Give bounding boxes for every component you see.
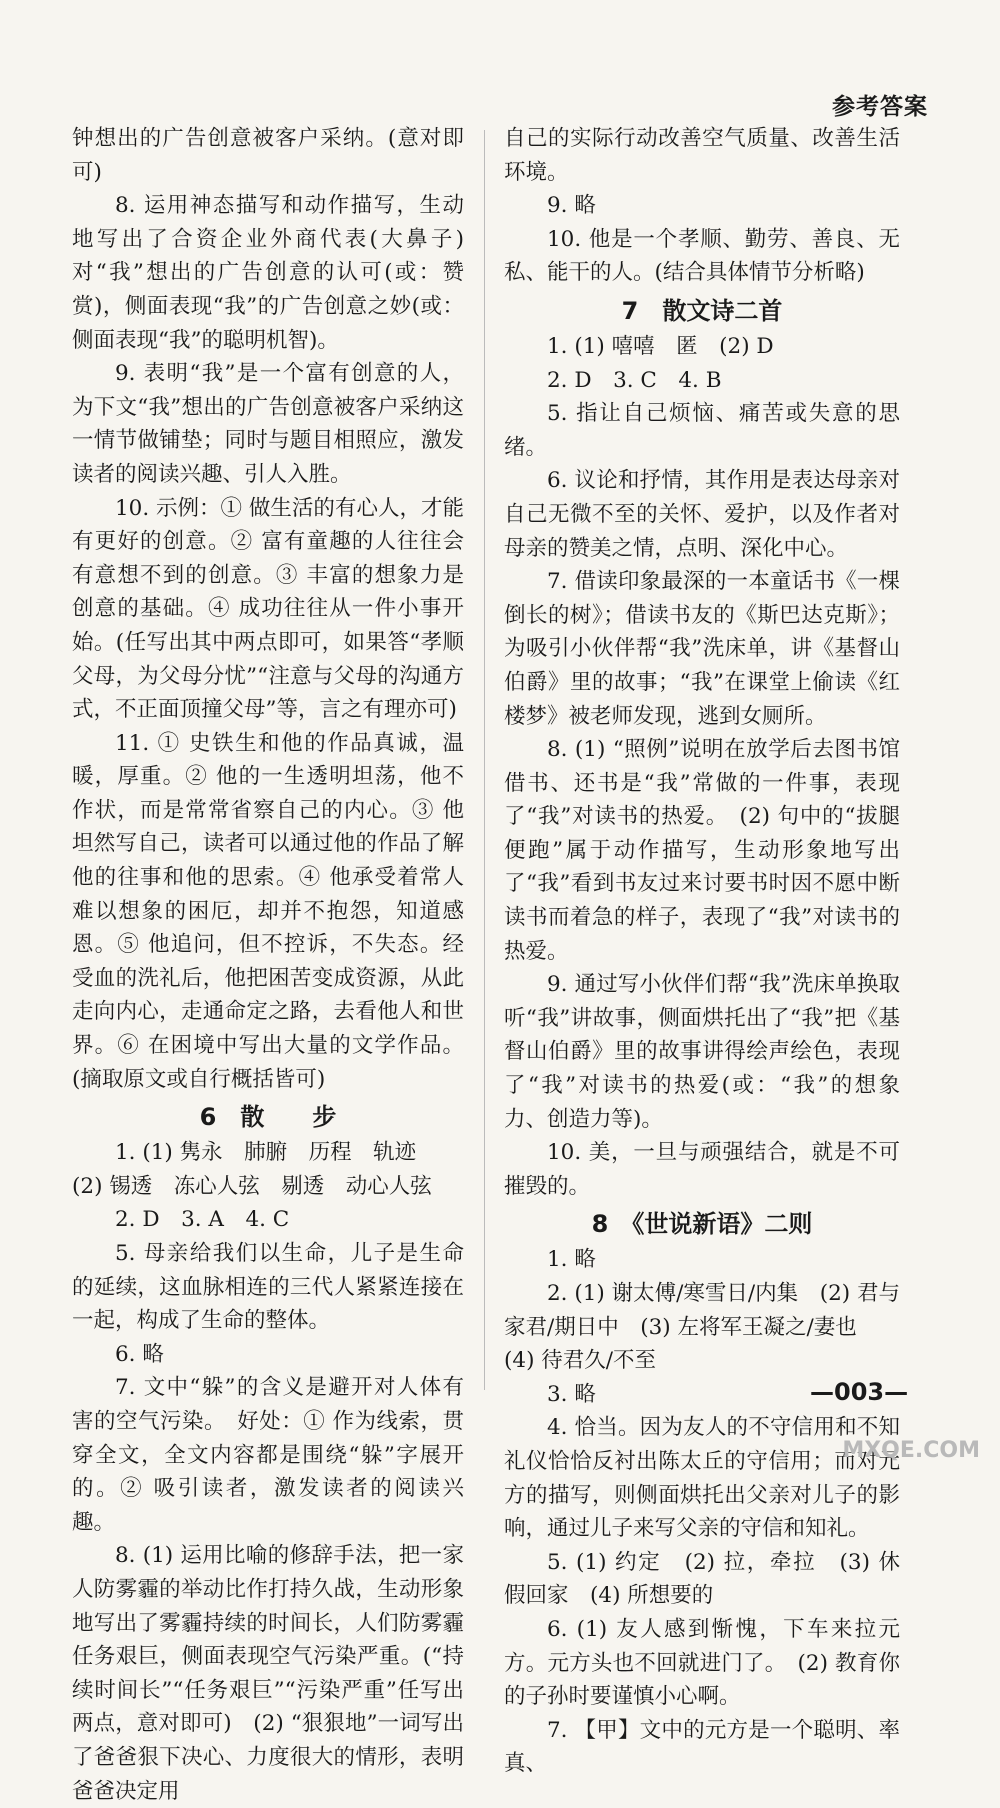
page-number: —003—	[810, 1378, 909, 1406]
watermark: MXQE.COM	[842, 1438, 980, 1463]
answer-paragraph: 9. 表明“我”是一个富有创意的人，为下文“我”想出的广告创意被客户采纳这一情节做铺垫；同时与题目相照应，激发读者的阅读兴趣、引人入胜。	[72, 361, 464, 487]
answer-paragraph: 11. ① 史铁生和他的作品真诚，温暖，厚重。② 他的一生透明坦荡，他不作状，而是常常省察自己的内心。③ 他坦然写自己，读者可以通过他的作品了解他的往事和他的思索。④ 他承受着常人难以想象的困厄，却并不抱怨，知道感恩。⑤ 他追问，但不控诉，不失态。经受血的洗礼后，他把困苦变成资源，从此走向内心，走通命定之路，去看他人和世界。⑥ 在困境中写出大量的文学作品。(摘取原文或自行概括皆可)	[72, 730, 464, 1092]
answer-paragraph: (2) 锡透 冻心人弦 剔透 动心人弦	[72, 1173, 432, 1199]
answer-paragraph: 10. 他是一个孝顺、勤劳、善良、无私、能干的人。(结合具体情节分析略)	[504, 226, 900, 286]
answer-paragraph: 1. 略	[547, 1247, 596, 1273]
answer-paragraph: 3. 略	[547, 1381, 596, 1407]
answer-paragraph: 2. (1) 谢太傅/寒雪日/内集 (2) 君与家君/期日中 (3) 左将军王凝之/妻也	[504, 1281, 900, 1340]
answer-paragraph: 钟想出的广告创意被客户采纳。(意对即可)	[72, 126, 464, 185]
answer-paragraph: 1. (1) 嘻嘻 匿 (2) D	[547, 333, 774, 359]
answer-paragraph: 6. 议论和抒情，其作用是表达母亲对自己无微不至的关怀、爱护，以及作者对母亲的赞美之情，点明、深化中心。	[504, 468, 900, 561]
answer-paragraph: (4) 待君久/不至	[504, 1348, 657, 1374]
column-divider	[484, 130, 485, 1390]
answer-paragraph: 10. 示例：① 做生活的有心人，才能有更好的创意。② 富有童趣的人往往会有意想不到的创意。③ 丰富的想象力是创意的基础。④ 成功往往从一件小事开始。(任写出其中两点即可，如果答“孝顺父母，为父母分忧”“注意与父母的沟通方式，不正面顶撞父母”等，言之有理亦可)	[72, 495, 464, 723]
right-column	[504, 122, 900, 1781]
answer-paragraph: 10. 美，一旦与顽强结合，就是不可摧毁的。	[504, 1140, 900, 1199]
answer-paragraph: 8. 运用神态描写和动作描写，生动地写出了合资企业外商代表(大鼻子)对“我”想出的广告创意的认可(或：赞赏)，侧面表现“我”的广告创意之妙(或：侧面表现“我”的聪明机智)。	[72, 193, 464, 353]
section-heading: 6 散 步	[199, 1103, 337, 1132]
answer-paragraph: 自己的实际行动改善空气质量、改善生活环境。	[504, 126, 900, 185]
answer-paragraph: 9. 略	[547, 193, 596, 219]
page-header: 参考答案	[832, 94, 928, 120]
answer-paragraph: 5. (1) 约定 (2) 拉，牵拉 (3) 休假回家 (4) 所想要的	[504, 1549, 900, 1609]
answer-paragraph: 8. (1) 运用比喻的修辞手法，把一家人防雾霾的举动比作打持久战，生动形象地写出了雾霾持续的时间长，人们防雾霾任务艰巨，侧面表现空气污染严重。(“持续时间长”“任务艰巨”“污染严重”任写出两点，意对即可) (2) “狠狠地”一词写出了爸爸狠下决心、力度很大的情形，表明爸爸决定用	[72, 1543, 464, 1804]
answer-paragraph: 2. D 3. A 4. C	[115, 1207, 290, 1233]
answer-paragraph: 6. 略	[115, 1341, 164, 1367]
answer-paragraph: 5. 指让自己烦恼、痛苦或失意的思绪。	[504, 401, 900, 460]
answer-paragraph: 2. D 3. C 4. B	[547, 367, 722, 393]
answer-paragraph: 8. (1) “照例”说明在放学后去图书馆借书、还书是“我”常做的一件事，表现了“我”对读书的热爱。 (2) 句中的“拔腿便跑”属于动作描写，生动形象地写出了“我”看到书友过来讨要书时因不愿中断读书而着急的样子，表现了“我”对读书的热爱。	[504, 737, 900, 964]
answer-paragraph: 4. 恰当。因为友人的不守信用和不知礼仪恰恰反衬出陈太丘的守信用；而对元方的描写，则侧面烘托出父亲对儿子的影响，通过儿子来写父亲的守信和知礼。	[504, 1415, 900, 1542]
answer-paragraph: 7. 文中“躲”的含义是避开对人体有害的空气污染。 好处：① 作为线索，贯穿全文，全文内容都是围绕“躲”字展开的。② 吸引读者，激发读者的阅读兴趣。	[72, 1375, 464, 1535]
left-column	[72, 122, 464, 1808]
answer-paragraph: 9. 通过写小伙伴们帮“我”洗床单换取听“我”讲故事，侧面烘托出了“我”把《基督山伯爵》里的故事讲得绘声绘色，表现了“我”对读书的热爱(或：“我”的想象力、创造力等)。	[504, 972, 900, 1132]
section-heading: 8 《世说新语》二则	[591, 1210, 813, 1239]
answer-paragraph: 6. (1) 友人感到惭愧，下车来拉元方。元方头也不回就进门了。 (2) 教育你的子孙时要谨慎小心啊。	[504, 1616, 900, 1710]
answer-paragraph: 5. 母亲给我们以生命，儿子是生命的延续，这血脉相连的三代人紧紧连接在一起，构成了生命的整体。	[72, 1241, 464, 1334]
section-heading: 7 散文诗二首	[621, 296, 783, 325]
answer-paragraph: 1. (1) 隽永 肺腑 历程 轨迹	[115, 1140, 417, 1166]
answer-paragraph: 7. 借读印象最深的一本童话书《一棵倒长的树》；借读书友的《斯巴达克斯》；为吸引小伙伴帮“我”洗床单，讲《基督山伯爵》里的故事；“我”在课堂上偷读《红楼梦》被老师发现，逃到女厕所。	[504, 569, 900, 729]
answer-paragraph: 7. 【甲】文中的元方是一个聪明、率真、	[504, 1717, 900, 1777]
